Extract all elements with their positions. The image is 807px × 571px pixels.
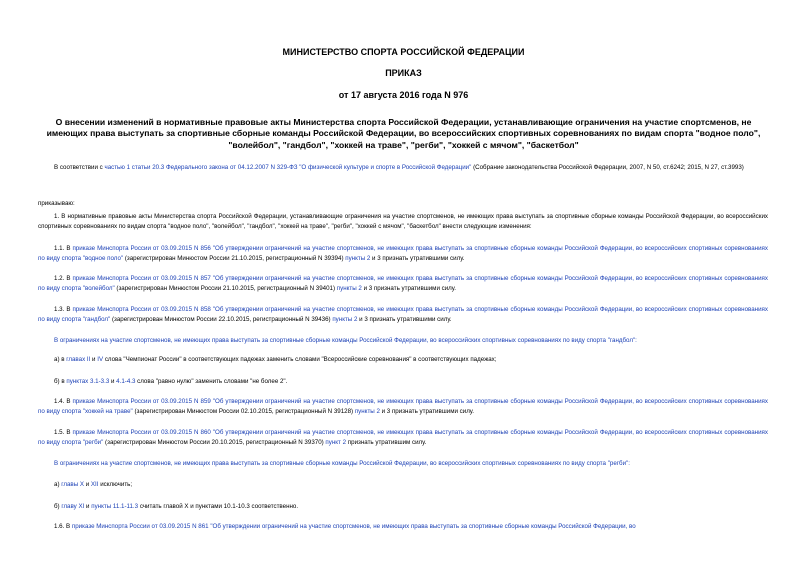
sub-text: и bbox=[84, 481, 91, 488]
handball-restrictions[interactable]: В ограничениях на участие спортсменов, не имеющих права выступать за спортивные сборные команды Российской Федерации, во всероссийских спортивных соревнованиях по виду спорта "гандбол": bbox=[54, 337, 637, 344]
order-859-link[interactable]: приказе Минспорта России от 03.09.2015 N 859 "Об утверждении ограничений на участие спортсменов, не имеющих права выступать за спортивные сборные команды Российской Федерации, во всероссийских спортивных соревнованиях по виду спорта "хоккей на траве" bbox=[38, 398, 768, 415]
order-857-link[interactable]: приказе Минспорта России от 03.09.2015 N 857 "Об утверждении ограничений на участие спортсменов, не имеющих права выступать за спортивные сборные команды Российской Федерации, во всероссийских спортивных соревнованиях по виду спорта "волейбол" bbox=[38, 275, 768, 292]
item-text: (зарегистрирован Минюстом России 20.10.2015, регистрационный N 39370) bbox=[103, 438, 326, 446]
sub-text: считать главой X и пунктами 10.1-10.3 соответственно. bbox=[138, 503, 299, 510]
item-text-end: и 3 признать утратившими силу. bbox=[357, 315, 452, 323]
points-3-link[interactable]: пунктах 3.1-3.3 bbox=[66, 378, 110, 385]
doc-type-heading: ПРИКАЗ bbox=[385, 68, 422, 78]
ministry-heading: МИНИСТЕРСТВО СПОРТА РОССИЙСКОЙ ФЕДЕРАЦИИ bbox=[282, 47, 525, 57]
item-1: 1. В нормативные правовые акты Министерства спорта Российской Федерации, устанавливающие ограничения на участие спортсменов, не имеющих права выступать за спортивные сборные команды Российской Федерации, во всероссийских спортивных соревнованиях по видам спорта "водное поло", "волейбол", "гандбол", "хоккей на траве", "регби", "хоккей с мячом", "баскетбол" внести следующие изменения: bbox=[38, 213, 768, 230]
sub-item-b-handball bbox=[38, 377, 768, 387]
item-number: 1.6. В bbox=[54, 523, 72, 530]
points-11-link[interactable]: пункты 11.1-11.3 bbox=[91, 503, 139, 510]
sub-text: и bbox=[84, 503, 92, 510]
item-number: 1.3. В bbox=[54, 306, 73, 313]
document-title: О внесении изменений в нормативные правовые акты Министерства спорта Российской Федерации, устанавливающие ограничения на участие спортсменов, не имеющих права выступать за спортивные сборные команды Российской Федерации, во всероссийских спортивных соревнованиях по видам спорта "водное поло", "волейбол", "гандбол", "хоккей на траве", "регби", "хоккей с мячом", "баскетбол" bbox=[46, 117, 761, 150]
order-858-link[interactable]: приказе Минспорта России от 03.09.2015 N 858 "Об утверждении ограничений на участие спортсменов, не имеющих права выступать за спортивные сборные команды Российской Федерации, во всероссийских спортивных соревнованиях по виду спорта "гандбол" bbox=[38, 306, 768, 323]
sub-text: исключить; bbox=[98, 481, 133, 488]
chapter-xii-link[interactable]: XII bbox=[90, 481, 99, 488]
item-text-end: и 3 признать утратившими силу. bbox=[370, 254, 465, 262]
item-1-1 bbox=[38, 244, 768, 264]
chapters-ii-link[interactable]: главах II bbox=[66, 356, 91, 363]
sub-text: б) bbox=[54, 503, 62, 510]
item-number: 1.4. В bbox=[54, 398, 73, 405]
points-link[interactable]: пункты 2 bbox=[336, 284, 362, 292]
item-text: (зарегистрирован Минюстом России 22.10.2015, регистрационный N 39436) bbox=[110, 315, 333, 323]
order-860-link[interactable]: приказе Минспорта России от 03.09.2015 N 860 "Об утверждении ограничений на участие спортсменов, не имеющих права выступать за спортивные сборные команды Российской Федерации, во всероссийских спортивных соревнованиях по виду спорта "регби" bbox=[38, 429, 768, 446]
sub-text: и bbox=[90, 356, 98, 363]
item-text-end: и 3 признать утратившими силу. bbox=[379, 407, 474, 415]
chapter-iv-link[interactable]: IV bbox=[97, 356, 104, 363]
chapter-xi-link[interactable]: главу XI bbox=[61, 503, 85, 510]
sub-text: а) в bbox=[54, 356, 67, 363]
preamble bbox=[38, 163, 768, 173]
points-link[interactable]: пункты 2 bbox=[345, 254, 371, 262]
chapters-x-link[interactable]: главы X bbox=[61, 481, 84, 488]
sub-item-a-handball bbox=[38, 355, 768, 365]
item-1-4 bbox=[38, 397, 768, 417]
item-text: (зарегистрирован Минюстом России 21.10.2015, регистрационный N 39394) bbox=[123, 254, 346, 262]
order-word: приказываю: bbox=[38, 200, 75, 207]
item-number: 1.5. В bbox=[54, 429, 73, 436]
preamble-text-2: (Собрание законодательства Российской Федерации, 2007, N 50, ст.6242; 2015, N 27, ст.3993) bbox=[471, 164, 744, 171]
points-link[interactable]: пункты 2 bbox=[332, 315, 358, 323]
sub-item-b-rugby bbox=[38, 502, 768, 512]
item-1-6 bbox=[38, 522, 768, 532]
sub-item-a-rugby bbox=[38, 480, 768, 490]
doc-date-number: от 17 августа 2016 года N 976 bbox=[338, 90, 469, 100]
points-link[interactable]: пункты 2 bbox=[354, 407, 380, 415]
sub-text: слова "Чемпионат России" в соответствующих падежах заменить словами "Всероссийские соревнования" в соответствующих падежах; bbox=[103, 356, 497, 363]
item-1-3 bbox=[38, 305, 768, 325]
federal-law-link[interactable]: частью 1 статьи 20.3 Федерального закона от 04.12.2007 N 329-ФЗ "О физической культуре и спорте в Российской Федерации" bbox=[104, 164, 472, 171]
item-text: (зарегистрирован Минюстом России 21.10.2015, регистрационный N 39401) bbox=[114, 284, 337, 292]
sub-text: б) в bbox=[54, 378, 67, 385]
rugby-restrictions[interactable]: В ограничениях на участие спортсменов, не имеющих права выступать за спортивные сборные команды Российской Федерации, во всероссийских спортивных соревнованиях по виду спорта "регби": bbox=[54, 460, 630, 467]
item-1-5 bbox=[38, 428, 768, 448]
item-text: (зарегистрирован Минюстом России 02.10.2015, регистрационный N 39128) bbox=[132, 407, 355, 415]
item-number: 1.1. В bbox=[54, 245, 73, 252]
sub-text: и bbox=[109, 378, 117, 385]
item-number: 1.2. В bbox=[54, 275, 73, 282]
item-text-end: и 3 признать утратившими силу. bbox=[361, 284, 456, 292]
sub-text: слова "равно нулю" заменить словами "не более 2". bbox=[135, 378, 288, 385]
order-861-link[interactable]: приказе Минспорта России от 03.09.2015 N 861 "Об утверждении ограничений на участие спортсменов, не имеющих права выступать за спортивные сборные команды Российской Федерации, во bbox=[71, 523, 636, 530]
preamble-text-1: В соответствии с bbox=[54, 164, 105, 171]
points-4-link[interactable]: 4.1-4.3 bbox=[116, 378, 136, 385]
item-1-2 bbox=[38, 274, 768, 294]
order-856-link[interactable]: приказе Минспорта России от 03.09.2015 N 856 "Об утверждении ограничений на участие спортсменов, не имеющих права выступать за спортивные сборные команды Российской Федерации, во всероссийских спортивных соревнованиях по виду спорта "водное поло" bbox=[38, 245, 768, 262]
item-text-end: признать утратившим силу. bbox=[346, 438, 427, 446]
sub-text: а) bbox=[54, 481, 62, 488]
point-link[interactable]: пункт 2 bbox=[325, 438, 347, 446]
